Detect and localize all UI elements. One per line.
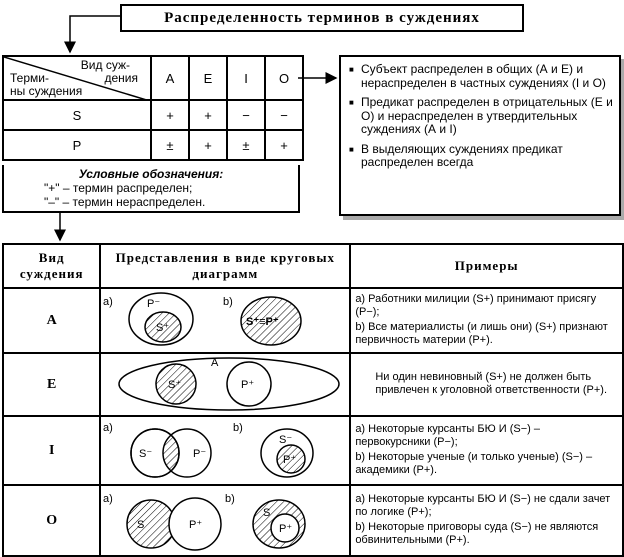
cell-p-a: ±	[151, 130, 189, 160]
svg-text:b): b)	[225, 493, 236, 505]
svg-text:S⁺≡P⁺: S⁺≡P⁺	[246, 316, 280, 328]
col-a: A	[151, 56, 189, 100]
header-mid-right: дения	[104, 71, 138, 85]
examples-e: Ни один невиновный (S+) не должен быть привлечен к уголовной ответственности (P+).	[350, 353, 623, 416]
legend-title: Условные обозначения:	[78, 167, 224, 181]
svg-text:P⁺: P⁺	[241, 379, 255, 391]
row-p-label: P	[3, 130, 151, 160]
diagram-e	[100, 353, 350, 416]
diagram-o	[100, 485, 350, 556]
svg-text:S⁻: S⁻	[139, 448, 153, 460]
legend	[2, 165, 300, 213]
diagram-i	[100, 416, 350, 485]
diagonal-header-cell	[3, 56, 151, 100]
header-examples: Примеры	[350, 244, 623, 288]
svg-text:P⁻: P⁻	[147, 298, 161, 310]
rule-predicate: ■ Предикат распределен в отрицательных (Е и О) и нераспределен в утвердительных суждениях (А и I)	[361, 96, 613, 137]
type-o: O	[3, 485, 100, 556]
cell-s-e: +	[189, 100, 227, 130]
svg-text:P⁺: P⁺	[279, 523, 293, 535]
svg-text:S⁺: S⁺	[156, 322, 170, 334]
svg-text:P⁺: P⁺	[283, 454, 297, 466]
svg-text:A: A	[211, 357, 219, 369]
cell-p-e: +	[189, 130, 227, 160]
svg-text:S⁺: S⁺	[168, 379, 182, 391]
type-e: E	[3, 353, 100, 416]
legend-item-minus: "–" – термин нераспределен.	[44, 195, 206, 209]
examples-o: а) Некоторые курсанты БЮ И (S−) не сдали зачет по логике (P+); b) Некоторые приговоры суда (S−) не являются обвинительными (P+).	[350, 485, 623, 556]
diagram-a	[100, 288, 350, 353]
legend-item-plus: "+" – термин распределен;	[44, 181, 193, 195]
col-i: I	[227, 56, 265, 100]
svg-text:a): a)	[103, 422, 114, 434]
col-e: E	[189, 56, 227, 100]
svg-text:a): a)	[103, 493, 114, 505]
svg-text:S: S	[263, 507, 271, 519]
examples-a: а) Работники милиции (S+) принимают присягу (P−); b) Все материалисты (и лишь они) (S+) признают первичность материи (P+).	[350, 288, 623, 353]
diagrams-table	[2, 243, 624, 557]
header-type: Вид суждения	[3, 244, 100, 288]
rule-exclusive: ■ В выделяющих суждениях предикат распределен всегда	[361, 143, 613, 170]
type-i: I	[3, 416, 100, 485]
svg-text:S⁻: S⁻	[279, 434, 293, 446]
col-o: O	[265, 56, 303, 100]
cell-s-i: −	[227, 100, 265, 130]
cell-p-o: +	[265, 130, 303, 160]
header-top: Вид суж-	[80, 58, 130, 72]
distribution-table	[2, 55, 304, 161]
type-a: A	[3, 288, 100, 353]
svg-text:P⁺: P⁺	[189, 519, 203, 531]
cell-p-i: ±	[227, 130, 265, 160]
row-s-label: S	[3, 100, 151, 130]
rules-box	[339, 55, 621, 216]
label-a: a)	[103, 296, 114, 308]
header-bottom: ны суждения	[10, 84, 83, 98]
cell-s-o: −	[265, 100, 303, 130]
svg-text:P⁻: P⁻	[193, 448, 207, 460]
rule-subject: ■ Субъект распределен в общих (А и Е) и нераспределен в частных суждениях (I и O)	[361, 63, 613, 90]
svg-text:S: S	[137, 519, 145, 531]
examples-i: а) Некоторые курсанты БЮ И (S−) – первокурсники (P−); b) Некоторые ученые (и только ученые) (S−) – академики (P+).	[350, 416, 623, 485]
cell-s-a: +	[151, 100, 189, 130]
page-title: Распределенность терминов в суждениях	[120, 4, 524, 32]
label-b: b)	[223, 296, 234, 308]
header-mid-left: Терми-	[10, 71, 49, 85]
arrow-title-to-table	[70, 16, 120, 52]
header-diagrams: Представления в виде круговых диаграмм	[100, 244, 350, 288]
svg-text:b): b)	[233, 422, 244, 434]
